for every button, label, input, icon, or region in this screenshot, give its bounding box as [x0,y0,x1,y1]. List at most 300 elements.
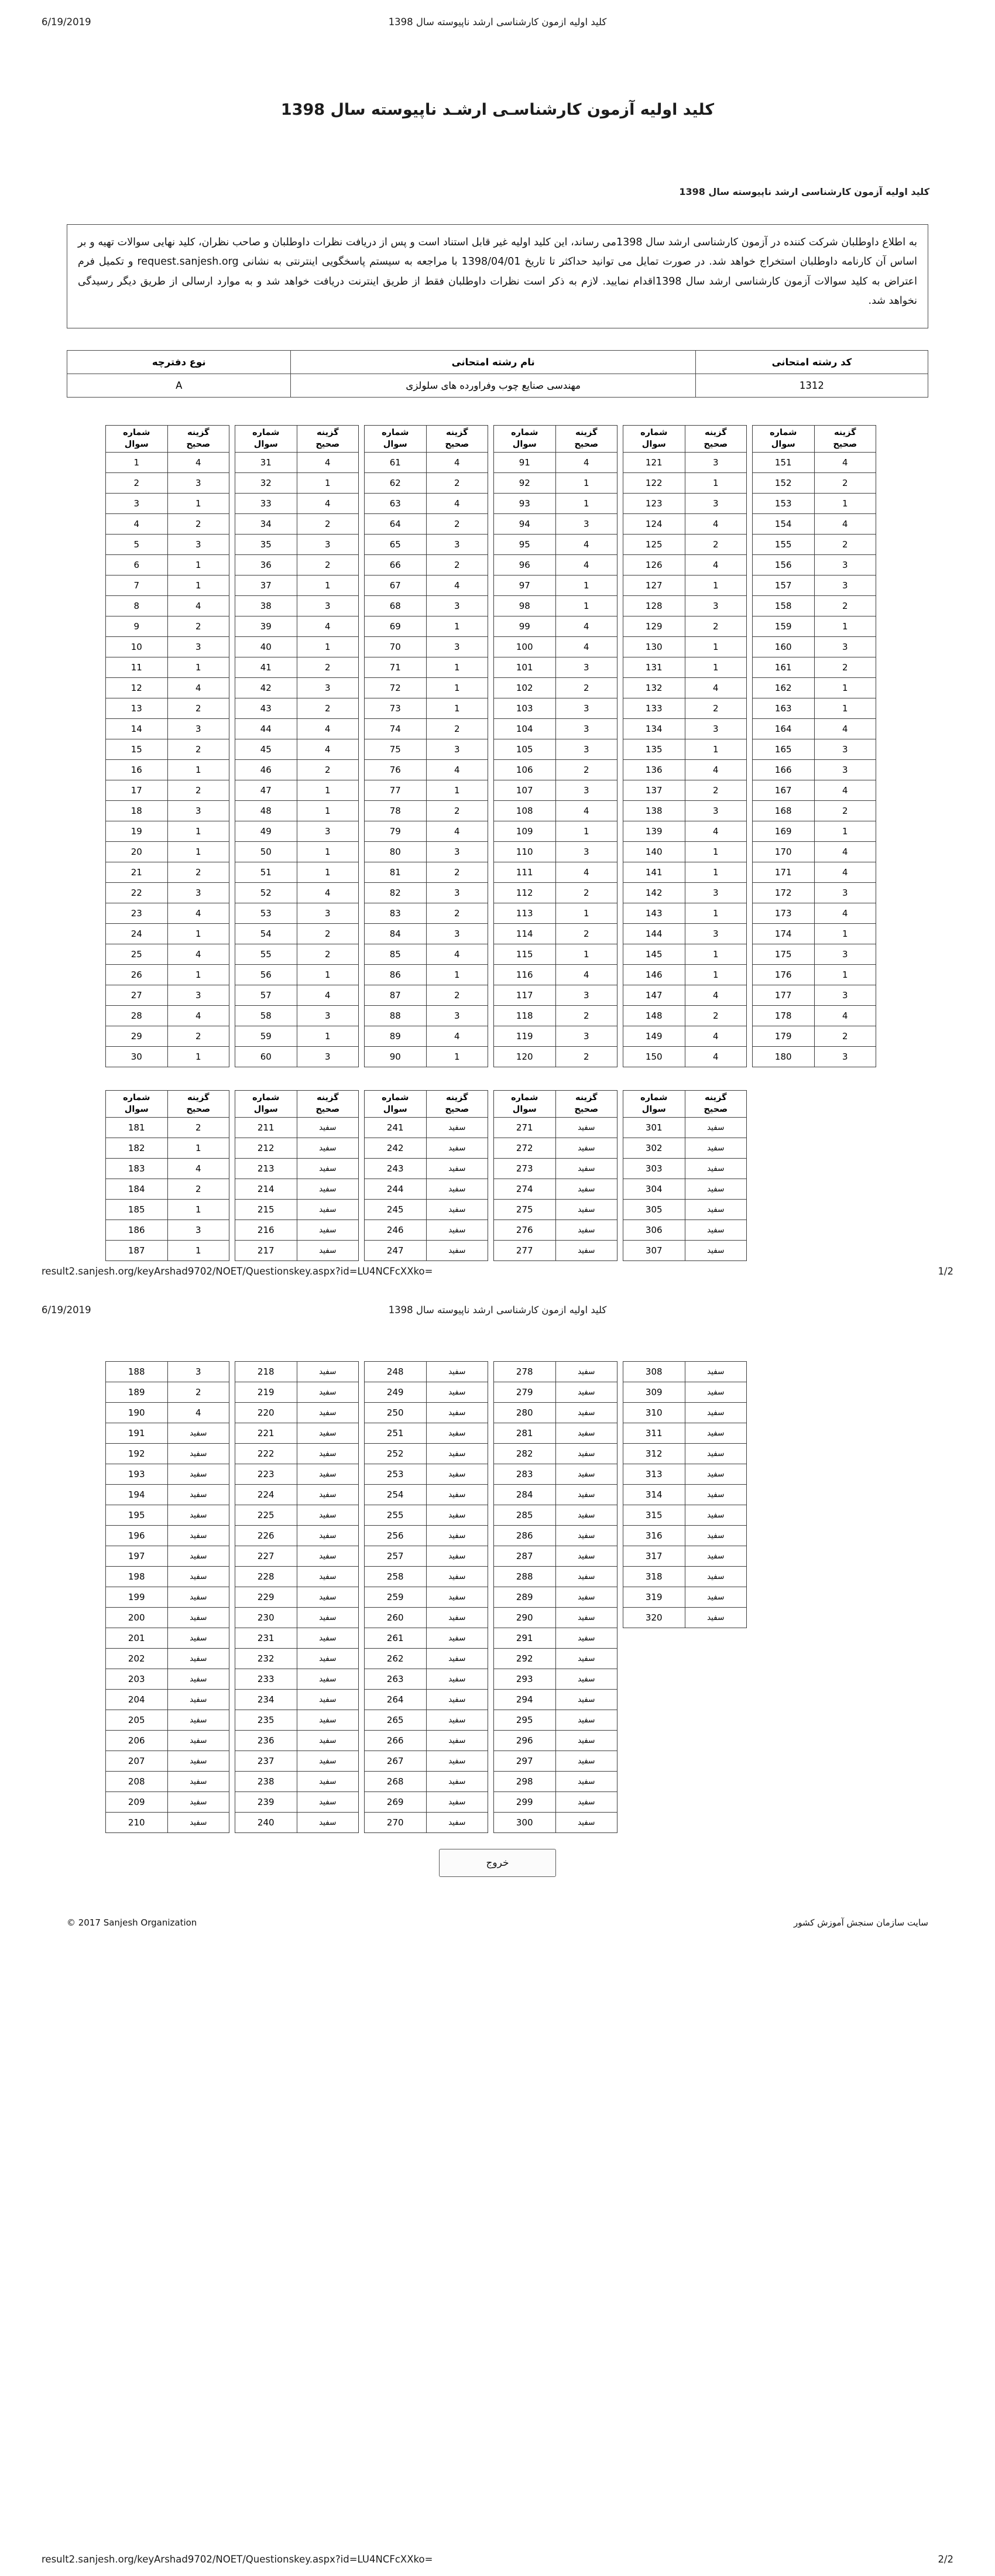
answer-cell: 2 [814,535,876,555]
answer-row [106,1608,229,1628]
answer-row [494,514,617,535]
answer-cell: سفید [297,1567,359,1587]
question-number-cell: 258 [365,1567,427,1587]
answer-cell: 4 [685,1047,747,1067]
answer-row [365,1382,488,1403]
question-column-header: شماره سوال [753,426,815,453]
question-number-cell: 181 [106,1118,168,1138]
question-number-cell: 121 [623,453,685,473]
question-number-cell: 210 [106,1813,168,1833]
answer-cell: سفید [167,1587,229,1608]
answer-cell: سفید [426,1464,488,1485]
answer-row [106,903,229,924]
question-number-cell: 160 [753,637,815,657]
answer-cell: سفید [685,1403,747,1423]
answer-row [753,719,876,739]
question-number-cell: 307 [623,1241,685,1261]
answer-row [106,1813,229,1833]
answer-row [753,514,876,535]
question-number-cell: 58 [235,1006,297,1026]
question-number-cell: 28 [106,1006,168,1026]
question-number-cell: 93 [494,494,556,514]
question-number-cell: 172 [753,883,815,903]
answer-cell: 2 [555,1006,617,1026]
question-number-cell: 149 [623,1026,685,1047]
question-number-cell: 159 [753,616,815,637]
answer-row [106,821,229,842]
question-number-cell: 289 [494,1587,556,1608]
answer-cell: 4 [167,453,229,473]
answer-cell: سفید [426,1669,488,1690]
answer-row [106,1241,229,1261]
question-number-cell: 21 [106,862,168,883]
answer-cell: سفید [555,1485,617,1505]
question-number-cell: 102 [494,678,556,698]
answer-column-header: گزینه صحیح [297,1091,359,1118]
answer-row [494,535,617,555]
answer-key-group-31 [235,425,359,1067]
answer-cell: 2 [814,596,876,616]
question-number-cell: 303 [623,1159,685,1179]
answer-row [365,903,488,924]
answer-row [106,494,229,514]
answer-cell: سفید [426,1241,488,1261]
answer-cell: 3 [297,1047,359,1067]
answer-cell: 1 [167,576,229,596]
question-number-cell: 187 [106,1241,168,1261]
answer-column-header: گزینه صحیح [167,426,229,453]
answer-cell: 1 [426,616,488,637]
answer-cell: 2 [426,801,488,821]
answer-cell: 1 [297,576,359,596]
print-title: کلید اولیه ازمون کارشناسی ارشد ناپیوسته سال 1398 [388,16,607,28]
answer-row [106,637,229,657]
answer-row [365,514,488,535]
answer-row [106,535,229,555]
question-number-cell: 283 [494,1464,556,1485]
answer-row [365,965,488,985]
answer-row [365,637,488,657]
answer-cell: 4 [685,760,747,780]
question-number-cell: 79 [365,821,427,842]
question-number-cell: 85 [365,944,427,965]
answer-row [623,760,747,780]
question-number-cell: 225 [235,1505,297,1526]
answer-row [494,1047,617,1067]
answer-row [365,1690,488,1710]
question-number-cell: 186 [106,1220,168,1241]
question-number-cell: 233 [235,1669,297,1690]
answer-row [365,1006,488,1026]
question-number-cell: 153 [753,494,815,514]
question-number-cell: 88 [365,1006,427,1026]
answer-cell: سفید [167,1628,229,1649]
question-number-cell: 59 [235,1026,297,1047]
answer-key-group-211 [235,1361,359,1833]
answer-row [753,453,876,473]
answer-row [623,719,747,739]
question-number-cell: 252 [365,1444,427,1464]
print-date: 6/19/2019 [42,1304,91,1316]
question-number-cell: 92 [494,473,556,494]
answer-cell: سفید [685,1423,747,1444]
answer-cell: سفید [685,1220,747,1241]
answer-cell: سفید [555,1138,617,1159]
question-number-cell: 256 [365,1526,427,1546]
answer-cell: سفید [555,1526,617,1546]
answer-row [365,862,488,883]
answer-row [235,1649,359,1669]
question-number-cell: 109 [494,821,556,842]
answer-cell: 2 [297,657,359,678]
answer-row [365,1751,488,1772]
footer-url: result2.sanjesh.org/keyArshad9702/NOET/Questionskey.aspx?id=LU4NCFcXXko= [42,1266,433,1277]
answer-row [623,1444,747,1464]
answer-cell: سفید [297,1362,359,1382]
question-number-cell: 308 [623,1362,685,1382]
answer-row [623,965,747,985]
answer-cell: سفید [685,1118,747,1138]
answer-cell: سفید [555,1731,617,1751]
answer-cell: سفید [685,1526,747,1546]
answer-row [623,555,747,576]
answer-row [623,1567,747,1587]
answer-cell: 2 [167,780,229,801]
answer-cell: 1 [814,821,876,842]
answer-key-group-301 [623,1090,747,1261]
answer-cell: سفید [167,1731,229,1751]
answer-cell: 1 [167,821,229,842]
question-number-cell: 98 [494,596,556,616]
question-number-cell: 189 [106,1382,168,1403]
answer-cell: 4 [555,801,617,821]
question-number-cell: 158 [753,596,815,616]
answer-cell: 3 [426,596,488,616]
answer-row [235,780,359,801]
answer-cell: 1 [167,965,229,985]
answer-row [623,1382,747,1403]
question-number-cell: 11 [106,657,168,678]
answer-cell: سفید [685,1159,747,1179]
answer-cell: 3 [685,924,747,944]
question-number-cell: 168 [753,801,815,821]
question-number-cell: 127 [623,576,685,596]
answer-cell: سفید [426,1505,488,1526]
answer-cell: 2 [814,1026,876,1047]
question-number-cell: 263 [365,1669,427,1690]
answer-row [106,1546,229,1567]
answer-cell: سفید [555,1505,617,1526]
question-number-cell: 23 [106,903,168,924]
answer-cell: 1 [814,678,876,698]
answer-cell: سفید [297,1587,359,1608]
question-number-cell: 142 [623,883,685,903]
question-number-cell: 32 [235,473,297,494]
answer-row [235,555,359,576]
answer-column-header: گزینه صحیح [685,426,747,453]
answer-cell: 1 [555,944,617,965]
question-number-cell: 3 [106,494,168,514]
answer-cell: سفید [685,1138,747,1159]
answer-row [235,494,359,514]
answer-cell: 2 [555,678,617,698]
answer-cell: سفید [426,1118,488,1138]
answer-cell: 1 [297,473,359,494]
question-number-cell: 294 [494,1690,556,1710]
question-number-cell: 191 [106,1423,168,1444]
answer-cell: سفید [685,1179,747,1200]
answer-cell: 4 [555,965,617,985]
answer-row [494,596,617,616]
answer-row [753,965,876,985]
question-number-cell: 35 [235,535,297,555]
answer-cell: سفید [426,1772,488,1792]
question-column-header: شماره سوال [365,426,427,453]
answer-cell: 2 [814,657,876,678]
page-title: کلید اولیه آزمون کارشناسـی ارشـد ناپیوسته سال 1398 [280,101,715,119]
question-number-cell: 77 [365,780,427,801]
question-number-cell: 212 [235,1138,297,1159]
answer-cell: 3 [297,596,359,616]
question-number-cell: 254 [365,1485,427,1505]
answer-cell: 3 [555,780,617,801]
answer-row [365,1608,488,1628]
question-number-cell: 193 [106,1464,168,1485]
question-number-cell: 279 [494,1382,556,1403]
question-number-cell: 234 [235,1690,297,1710]
answer-row [365,842,488,862]
answer-cell: 4 [814,903,876,924]
question-number-cell: 278 [494,1362,556,1382]
question-number-cell: 114 [494,924,556,944]
question-number-cell: 72 [365,678,427,698]
answer-cell: سفید [297,1138,359,1159]
question-number-cell: 135 [623,739,685,760]
answer-row [753,637,876,657]
answer-key-header-row [753,426,876,453]
answer-row [365,555,488,576]
answer-row [235,1362,359,1382]
answer-row [623,862,747,883]
question-number-cell: 238 [235,1772,297,1792]
question-column-header: شماره سوال [623,1091,685,1118]
answer-row [623,821,747,842]
question-number-cell: 274 [494,1179,556,1200]
answer-row [494,1423,617,1444]
question-number-cell: 184 [106,1179,168,1200]
question-number-cell: 87 [365,985,427,1006]
answer-cell: 2 [814,473,876,494]
answer-cell: 4 [685,985,747,1006]
answer-cell: سفید [426,1628,488,1649]
booklet-type-header: نوع دفترچه [67,351,291,374]
answer-row [106,924,229,944]
question-number-cell: 198 [106,1567,168,1587]
answer-cell: سفید [297,1690,359,1710]
answer-row [494,616,617,637]
question-number-cell: 264 [365,1690,427,1710]
answer-cell: سفید [297,1159,359,1179]
answer-cell: 2 [814,801,876,821]
question-number-cell: 315 [623,1505,685,1526]
answer-cell: 4 [814,514,876,535]
question-number-cell: 243 [365,1159,427,1179]
answer-column-header: گزینه صحیح [426,426,488,453]
question-number-cell: 165 [753,739,815,760]
question-number-cell: 62 [365,473,427,494]
answer-row [235,862,359,883]
answer-cell: سفید [426,1159,488,1179]
answer-row [235,698,359,719]
answer-row [106,862,229,883]
answer-cell: 3 [555,719,617,739]
answer-row [623,944,747,965]
question-number-cell: 167 [753,780,815,801]
question-number-cell: 176 [753,965,815,985]
answer-cell: سفید [297,1608,359,1628]
answer-row [106,1690,229,1710]
answer-row [623,1423,747,1444]
question-number-cell: 218 [235,1362,297,1382]
question-number-cell: 53 [235,903,297,924]
answer-row [235,514,359,535]
answer-row [365,596,488,616]
answer-row [365,616,488,637]
question-number-cell: 44 [235,719,297,739]
question-number-cell: 91 [494,453,556,473]
question-number-cell: 178 [753,1006,815,1026]
answer-row [235,1751,359,1772]
exit-button[interactable]: خروج [439,1849,556,1877]
question-number-cell: 83 [365,903,427,924]
answer-cell: 4 [426,453,488,473]
question-number-cell: 162 [753,678,815,698]
answer-row [494,1669,617,1690]
answer-cell: سفید [555,1444,617,1464]
answer-row [106,1423,229,1444]
answer-row [623,801,747,821]
answer-cell: سفید [426,1546,488,1567]
answer-cell: 2 [555,1047,617,1067]
answer-row [494,1792,617,1813]
answer-row [235,535,359,555]
answer-row [235,1772,359,1792]
question-number-cell: 314 [623,1485,685,1505]
answer-row [494,1505,617,1526]
answer-cell: 4 [297,883,359,903]
answer-row [235,760,359,780]
answer-row [753,1006,876,1026]
answer-cell: 2 [297,760,359,780]
answer-cell: سفید [685,1587,747,1608]
question-number-cell: 89 [365,1026,427,1047]
answer-cell: 2 [555,883,617,903]
answer-row [623,1047,747,1067]
answer-row [494,842,617,862]
page-2 [0,1288,995,2576]
question-number-cell: 24 [106,924,168,944]
answer-row [235,1546,359,1567]
question-number-cell: 52 [235,883,297,903]
question-number-cell: 16 [106,760,168,780]
question-number-cell: 179 [753,1026,815,1047]
question-number-cell: 284 [494,1485,556,1505]
answer-cell: 3 [685,596,747,616]
question-number-cell: 118 [494,1006,556,1026]
answer-row [365,924,488,944]
question-number-cell: 112 [494,883,556,903]
answer-cell: 3 [167,473,229,494]
answer-cell: 3 [167,1362,229,1382]
answer-cell: سفید [685,1608,747,1628]
answer-row [235,1587,359,1608]
question-number-cell: 95 [494,535,556,555]
answer-row [235,821,359,842]
question-number-cell: 22 [106,883,168,903]
answer-cell: سفید [555,1649,617,1669]
answer-cell: 4 [814,842,876,862]
footer-page-number: 2/2 [938,2554,953,2565]
answer-row [365,985,488,1006]
answer-cell: سفید [685,1444,747,1464]
question-number-cell: 30 [106,1047,168,1067]
question-number-cell: 20 [106,842,168,862]
answer-cell: 3 [555,698,617,719]
answer-cell: سفید [555,1220,617,1241]
answer-cell: 4 [297,616,359,637]
answer-key-header-row [106,426,229,453]
answer-row [365,1423,488,1444]
question-number-cell: 86 [365,965,427,985]
answer-cell: 1 [685,842,747,862]
answer-row [494,657,617,678]
answer-cell: 1 [555,821,617,842]
answer-row [753,760,876,780]
answer-cell: 3 [167,637,229,657]
question-number-cell: 54 [235,924,297,944]
answer-row [623,1587,747,1608]
answer-cell: 2 [167,1026,229,1047]
question-number-cell: 15 [106,739,168,760]
question-number-cell: 48 [235,801,297,821]
answer-row [623,903,747,924]
answer-row [106,1751,229,1772]
answer-cell: 4 [297,985,359,1006]
answer-row [753,862,876,883]
question-number-cell: 232 [235,1649,297,1669]
answer-cell: سفید [297,1669,359,1690]
answer-key-group-241 [364,1090,488,1261]
answer-row [623,1118,747,1138]
question-number-cell: 155 [753,535,815,555]
answer-cell: 2 [167,1179,229,1200]
question-number-cell: 147 [623,985,685,1006]
question-number-cell: 211 [235,1118,297,1138]
answer-cell: 1 [685,944,747,965]
answer-row [235,1690,359,1710]
question-number-cell: 196 [106,1526,168,1546]
answer-cell: سفید [297,1813,359,1833]
question-number-cell: 42 [235,678,297,698]
answer-cell: 4 [167,678,229,698]
question-number-cell: 78 [365,801,427,821]
question-number-cell: 63 [365,494,427,514]
answer-row [365,1179,488,1200]
answer-cell: 3 [297,535,359,555]
answer-row [753,903,876,924]
answer-key-group-301 [623,1361,747,1628]
answer-cell: سفید [426,1423,488,1444]
